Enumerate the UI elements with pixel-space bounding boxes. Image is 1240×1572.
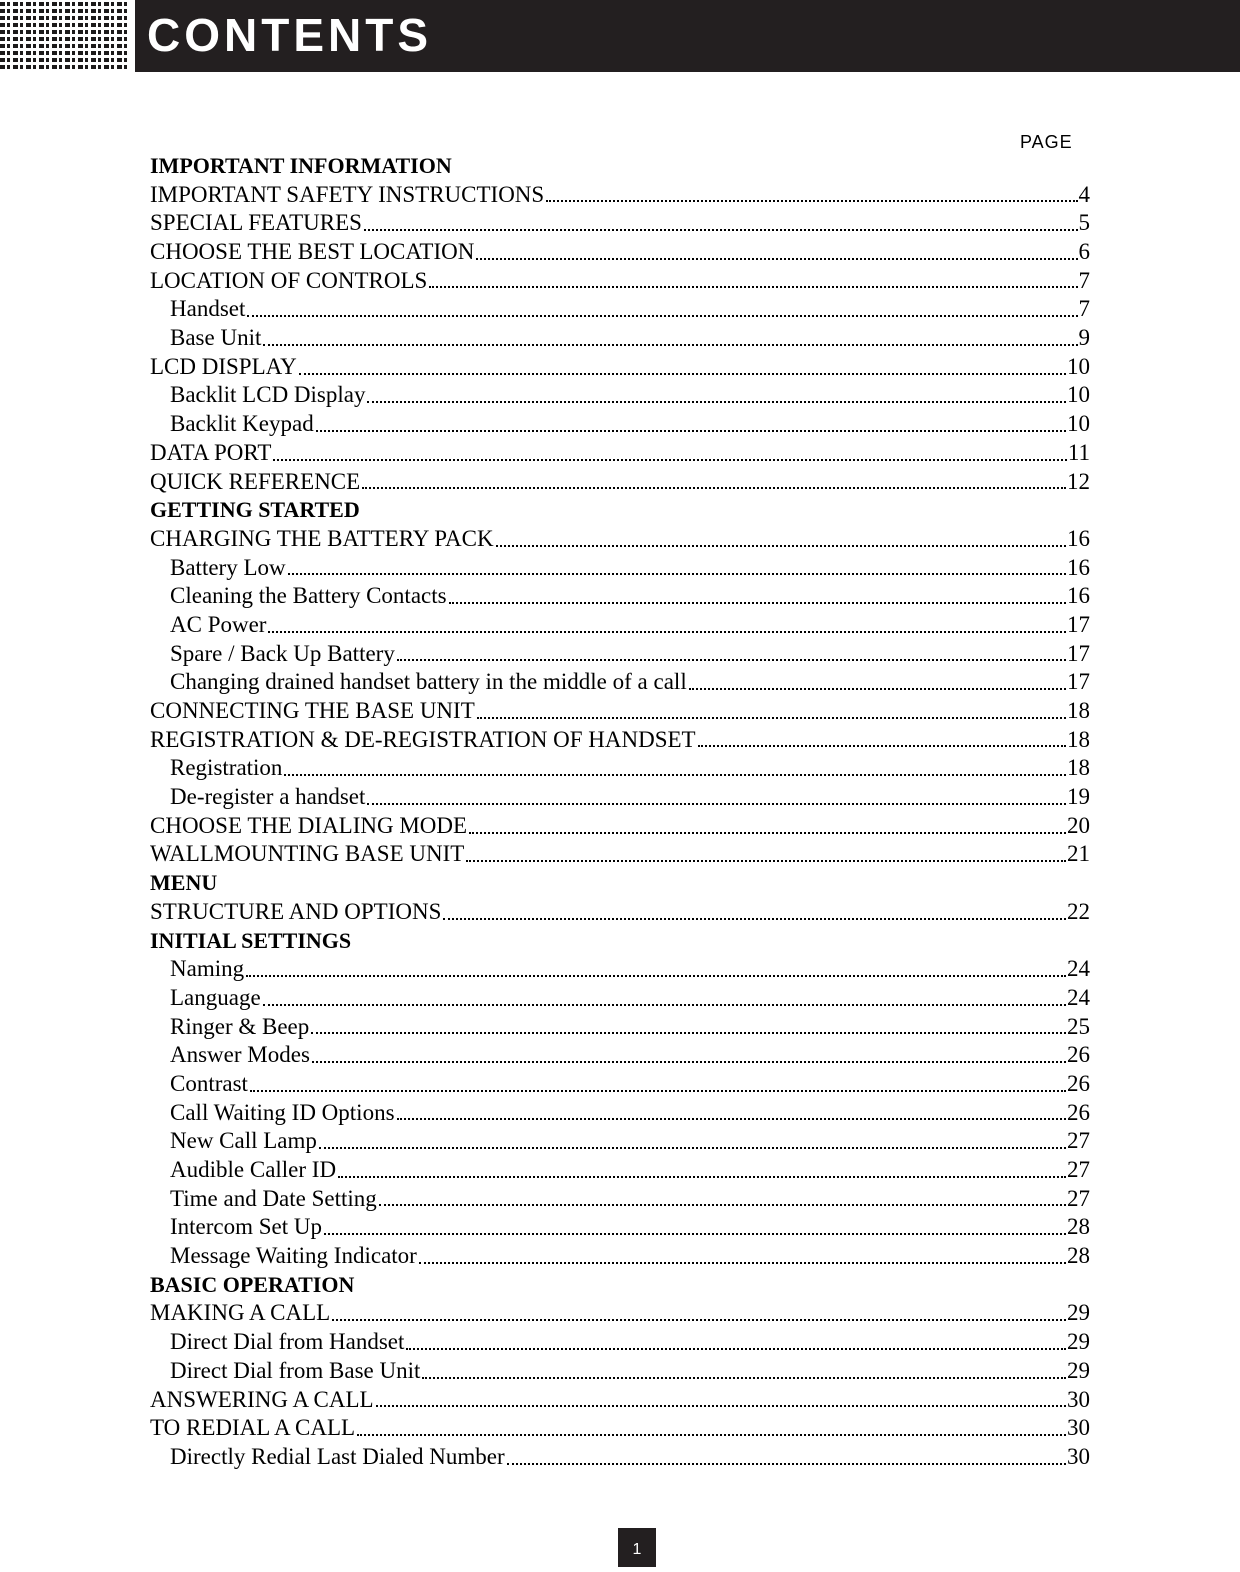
toc-entry[interactable]	[150, 1013, 1090, 1042]
toc-entry-label: Direct Dial from Handset	[170, 1329, 405, 1355]
toc-entry-label: IMPORTANT INFORMATION	[150, 152, 452, 178]
toc-entry-page: 18	[1067, 755, 1090, 781]
toc-entry-page: 17	[1067, 611, 1090, 637]
toc-entry-label: WALLMOUNTING BASE UNIT	[150, 841, 465, 867]
toc-section-heading	[150, 152, 1090, 181]
dot-leader	[284, 774, 1066, 776]
toc-entry[interactable]	[150, 1099, 1090, 1128]
toc-entry-page: 7	[1078, 296, 1090, 322]
toc-entry-label: Answer Modes	[170, 1042, 310, 1068]
dot-leader	[312, 1061, 1066, 1063]
toc-entry[interactable]	[150, 525, 1090, 554]
toc-entry-label: CONNECTING THE BASE UNIT	[150, 698, 475, 724]
toc-entry-label: Message Waiting Indicator	[170, 1243, 417, 1269]
toc-entry-label: IMPORTANT SAFETY INSTRUCTIONS	[150, 181, 545, 207]
toc-entry-label: CHOOSE THE BEST LOCATION	[150, 239, 475, 265]
toc-entry-label: Intercom Set Up	[170, 1214, 323, 1240]
toc-entry-label: TO REDIAL A CALL	[150, 1415, 356, 1441]
toc-entry-page: 26	[1067, 1070, 1090, 1096]
toc-entry[interactable]	[150, 1328, 1090, 1357]
dot-leader	[397, 659, 1066, 661]
toc-entry-page: 17	[1067, 640, 1090, 666]
toc-entry-page: 27	[1067, 1128, 1090, 1154]
toc-entry[interactable]	[150, 382, 1090, 411]
toc-entry-page: 6	[1078, 239, 1090, 265]
toc-entry-page: 7	[1078, 267, 1090, 293]
toc-entry-label: Directly Redial Last Dialed Number	[170, 1443, 505, 1469]
toc-entry-page: 16	[1067, 583, 1090, 609]
toc-entry[interactable]	[150, 1300, 1090, 1329]
table-of-contents	[150, 152, 1090, 1472]
dot-leader	[546, 200, 1077, 202]
toc-entry-page: 20	[1067, 812, 1090, 838]
toc-entry-page: 28	[1067, 1243, 1090, 1269]
toc-entry-page: 27	[1067, 1185, 1090, 1211]
toc-entry-page: 30	[1067, 1443, 1090, 1469]
toc-entry[interactable]	[150, 1357, 1090, 1386]
toc-entry-page: 16	[1067, 554, 1090, 580]
toc-entry-page: 10	[1067, 411, 1090, 437]
toc-entry[interactable]	[150, 267, 1090, 296]
toc-entry-label: Changing drained handset battery in the middle of a call	[170, 669, 687, 695]
toc-entry-page: 18	[1067, 698, 1090, 724]
dot-leader	[311, 1032, 1066, 1034]
dot-leader	[263, 344, 1077, 346]
dot-leader	[477, 717, 1066, 719]
toc-entry[interactable]	[150, 1156, 1090, 1185]
toc-entry-label: MENU	[150, 870, 218, 896]
toc-entry-label: Base Unit	[170, 325, 262, 351]
toc-entry[interactable]	[150, 697, 1090, 726]
toc-entry-label: REGISTRATION & DE-REGISTRATION OF HANDSET	[150, 726, 696, 752]
dot-leader	[397, 1118, 1066, 1120]
toc-entry[interactable]	[150, 1242, 1090, 1271]
dot-leader	[376, 1405, 1066, 1407]
dot-leader	[263, 1004, 1066, 1006]
dot-leader	[449, 602, 1066, 604]
toc-entry-label: Contrast	[170, 1070, 248, 1096]
toc-entry-label: Spare / Back Up Battery	[170, 640, 395, 666]
toc-entry[interactable]	[150, 1185, 1090, 1214]
toc-entry-label: Registration	[170, 755, 283, 781]
dot-leader	[466, 860, 1066, 862]
dot-leader	[419, 1262, 1066, 1264]
toc-entry-page: 25	[1067, 1013, 1090, 1039]
page-title: CONTENTS	[147, 9, 432, 61]
toc-entry[interactable]	[150, 1213, 1090, 1242]
toc-entry-label: Handset	[170, 296, 246, 322]
toc-entry[interactable]	[150, 468, 1090, 497]
toc-entry-label: Direct Dial from Base Unit	[170, 1357, 421, 1383]
toc-entry-label: LCD DISPLAY	[150, 353, 297, 379]
toc-entry-page: 9	[1078, 325, 1090, 351]
toc-entry[interactable]	[150, 1041, 1090, 1070]
toc-entry[interactable]	[150, 1070, 1090, 1099]
dot-leader	[246, 975, 1066, 977]
toc-entry-page: 29	[1067, 1329, 1090, 1355]
toc-entry[interactable]	[150, 754, 1090, 783]
dot-leader	[316, 430, 1066, 432]
toc-entry-page: 17	[1067, 669, 1090, 695]
dot-leader	[698, 745, 1066, 747]
dot-leader	[319, 1147, 1066, 1149]
header-pattern-decoration	[0, 0, 128, 72]
toc-entry[interactable]	[150, 410, 1090, 439]
toc-entry[interactable]	[150, 238, 1090, 267]
toc-entry-label: STRUCTURE AND OPTIONS	[150, 898, 442, 924]
toc-entry-page: 12	[1067, 468, 1090, 494]
toc-entry-page: 5	[1078, 210, 1090, 236]
toc-entry[interactable]	[150, 640, 1090, 669]
toc-entry[interactable]	[150, 783, 1090, 812]
toc-entry-label: New Call Lamp	[170, 1128, 317, 1154]
toc-entry[interactable]	[150, 295, 1090, 324]
dot-leader	[357, 1434, 1066, 1436]
dot-leader	[496, 545, 1066, 547]
toc-entry-label: Call Waiting ID Options	[170, 1099, 395, 1125]
toc-entry-label: BASIC OPERATION	[150, 1271, 355, 1297]
toc-entry-label: INITIAL SETTINGS	[150, 927, 352, 953]
toc-entry-page: 30	[1067, 1386, 1090, 1412]
toc-entry-page: 26	[1067, 1042, 1090, 1068]
dot-leader	[429, 286, 1077, 288]
toc-entry[interactable]	[150, 353, 1090, 382]
dot-leader	[288, 573, 1066, 575]
dot-leader	[379, 1204, 1066, 1206]
toc-entry-label: Backlit LCD Display	[170, 382, 366, 408]
toc-entry[interactable]	[150, 181, 1090, 210]
toc-entry[interactable]	[150, 611, 1090, 640]
toc-entry-label: QUICK REFERENCE	[150, 468, 361, 494]
dot-leader	[367, 803, 1066, 805]
toc-entry-label: CHOOSE THE DIALING MODE	[150, 812, 468, 838]
page-column-label: PAGE	[1020, 132, 1073, 152]
dot-leader	[268, 631, 1066, 633]
dot-leader	[332, 1319, 1066, 1321]
toc-entry[interactable]	[150, 324, 1090, 353]
toc-entry-page: 28	[1067, 1214, 1090, 1240]
toc-entry-label: Audible Caller ID	[170, 1157, 337, 1183]
toc-entry[interactable]	[150, 554, 1090, 583]
toc-entry-label: De-register a handset	[170, 784, 366, 810]
dot-leader	[362, 487, 1066, 489]
toc-entry[interactable]	[150, 726, 1090, 755]
toc-entry-label: DATA PORT	[150, 439, 272, 465]
toc-entry-page: 26	[1067, 1099, 1090, 1125]
dot-leader	[247, 315, 1077, 317]
dot-leader	[443, 918, 1066, 920]
toc-entry-page: 29	[1067, 1357, 1090, 1383]
toc-section-heading	[150, 869, 1090, 898]
toc-entry-label: Ringer & Beep	[170, 1013, 310, 1039]
toc-entry-page: 11	[1067, 439, 1090, 465]
toc-entry[interactable]	[150, 1443, 1090, 1472]
toc-entry-label: Cleaning the Battery Contacts	[170, 583, 447, 609]
toc-entry-page: 16	[1067, 525, 1090, 551]
toc-entry[interactable]	[150, 582, 1090, 611]
toc-entry-label: Language	[170, 984, 261, 1010]
toc-entry-page: 30	[1067, 1415, 1090, 1441]
toc-entry-page: 24	[1067, 984, 1090, 1010]
toc-entry[interactable]	[150, 668, 1090, 697]
toc-entry[interactable]	[150, 841, 1090, 870]
toc-entry-page: 24	[1067, 956, 1090, 982]
dot-leader	[367, 401, 1066, 403]
dot-leader	[689, 688, 1066, 690]
toc-entry-page: 18	[1067, 726, 1090, 752]
toc-entry[interactable]	[150, 955, 1090, 984]
header-bar	[135, 0, 1240, 72]
dot-leader	[364, 229, 1078, 231]
dot-leader	[324, 1233, 1066, 1235]
page-number-badge: 1	[618, 1528, 656, 1567]
toc-entry[interactable]	[150, 1386, 1090, 1415]
toc-entry-page: 29	[1067, 1300, 1090, 1326]
toc-entry[interactable]	[150, 984, 1090, 1013]
toc-entry-page: 10	[1067, 353, 1090, 379]
toc-entry-label: Time and Date Setting	[170, 1185, 377, 1211]
toc-entry[interactable]	[150, 439, 1090, 468]
toc-section-heading	[150, 496, 1090, 525]
toc-entry[interactable]	[150, 898, 1090, 927]
dot-leader	[469, 832, 1066, 834]
toc-entry-page: 27	[1067, 1157, 1090, 1183]
toc-entry-label: Naming	[170, 956, 245, 982]
dot-leader	[507, 1463, 1066, 1465]
dot-leader	[476, 258, 1077, 260]
toc-section-heading	[150, 1271, 1090, 1300]
toc-entry[interactable]	[150, 1127, 1090, 1156]
toc-entry[interactable]	[150, 209, 1090, 238]
toc-entry-page: 19	[1067, 784, 1090, 810]
toc-entry-label: ANSWERING A CALL	[150, 1386, 374, 1412]
dot-leader	[338, 1176, 1066, 1178]
toc-entry-label: Battery Low	[170, 554, 286, 580]
toc-entry[interactable]	[150, 812, 1090, 841]
toc-entry-label: SPECIAL FEATURES	[150, 210, 362, 236]
dot-leader	[422, 1377, 1066, 1379]
toc-entry-page: 22	[1067, 898, 1090, 924]
toc-entry-label: LOCATION OF CONTROLS	[150, 267, 428, 293]
toc-entry-label: Backlit Keypad	[170, 411, 314, 437]
dot-leader	[250, 1090, 1066, 1092]
toc-section-heading	[150, 927, 1090, 956]
dot-leader	[406, 1348, 1066, 1350]
toc-entry-label: MAKING A CALL	[150, 1300, 331, 1326]
toc-entry-label: GETTING STARTED	[150, 497, 360, 523]
toc-entry-page: 4	[1078, 181, 1090, 207]
toc-entry-label: AC Power	[170, 611, 267, 637]
dot-leader	[299, 373, 1066, 375]
toc-entry[interactable]	[150, 1414, 1090, 1443]
toc-entry-page: 21	[1067, 841, 1090, 867]
toc-entry-page: 10	[1067, 382, 1090, 408]
toc-entry-label: CHARGING THE BATTERY PACK	[150, 525, 494, 551]
dot-leader	[273, 459, 1066, 461]
